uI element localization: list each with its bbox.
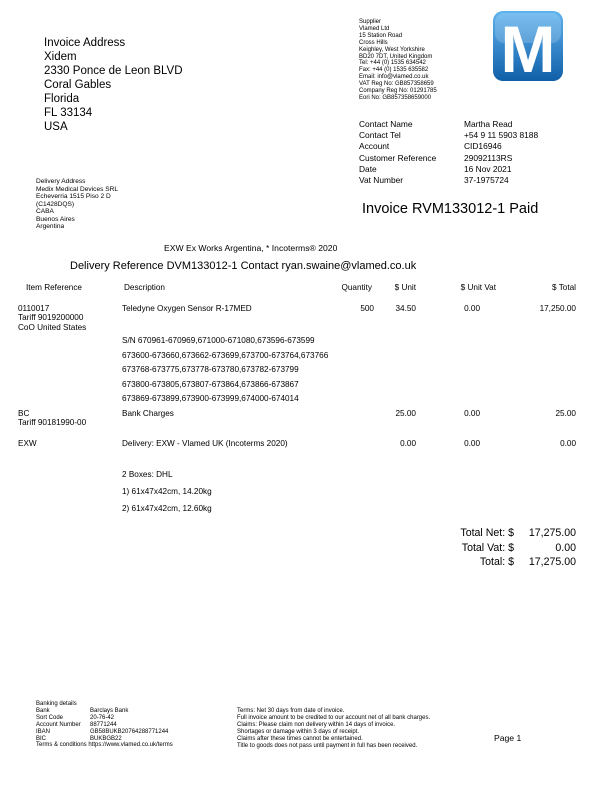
item-unit: 34.50 xyxy=(395,304,416,313)
contact-row xyxy=(359,130,574,141)
supplier-tel: Tel: +44 (0) 1535 634542 xyxy=(359,60,426,67)
delivery-reference: Delivery Reference DVM133012-1 Contact ryan.swaine@vlamed.co.uk xyxy=(70,260,417,272)
total-vat-label: Total Vat: $ xyxy=(461,541,514,554)
contact-value: Martha Read xyxy=(464,119,513,129)
item-code: EXW xyxy=(18,439,37,448)
supplier-email: Email: info@vlamed.co.uk xyxy=(359,74,429,81)
supplier-block xyxy=(359,19,437,102)
total-vat-value: 0.00 xyxy=(555,541,576,554)
terms-line: Terms: Net 30 days from date of invoice. xyxy=(237,708,345,714)
contact-label: Contact Tel xyxy=(359,130,401,141)
delivery-line: CABA xyxy=(36,208,54,215)
contact-value: 29092113RS xyxy=(464,152,513,163)
serial-line: S/N 670961-670969,671000-671080,673596-673599 xyxy=(122,336,315,345)
banking-details xyxy=(36,701,173,749)
supplier-line: 15 Station Road xyxy=(359,32,403,39)
item-tariff: Tariff 90181990-00 xyxy=(18,418,87,428)
item-origin: CoO United States xyxy=(18,322,87,332)
serial-line: 673600-673660,673662-673699,673700-673764,673766 xyxy=(122,350,329,360)
item-unit: 0.00 xyxy=(400,439,416,448)
bank-label: IBAN xyxy=(36,728,51,735)
item-ref-cell xyxy=(18,439,37,448)
contact-block xyxy=(359,119,574,186)
supplier-company-reg: Company Reg No: 01291785 xyxy=(359,88,437,95)
item-unit: 25.00 xyxy=(395,409,416,418)
contact-value: +54 9 11 5903 8188 xyxy=(464,130,539,141)
bank-value: GB58BUKB20764288771244 xyxy=(90,728,169,735)
supplier-line: Keighley, West Yorkshire xyxy=(359,46,425,53)
customer-name: Xidem xyxy=(44,51,77,63)
incoterms: EXW Ex Works Argentina, * Incoterms® 2020 xyxy=(164,243,338,253)
header-item-reference: Item Reference xyxy=(26,283,82,292)
bank-label: Sort Code xyxy=(36,714,64,721)
contact-label: Date xyxy=(359,163,377,174)
supplier-name: Vlamed Ltd xyxy=(359,25,390,32)
terms-line: Full invoice amount to be credited to our account net of all bank charges. xyxy=(237,714,431,721)
serial-line: 673800-673805,673807-673864,673866-673867 xyxy=(122,379,299,389)
item-quantity: 500 xyxy=(360,304,374,313)
invoice-address-title: Invoice Address xyxy=(44,37,126,49)
header-description: Description xyxy=(124,283,165,292)
delivery-country: Argentina xyxy=(36,223,65,230)
invoice-address xyxy=(44,36,183,134)
item-unit-vat: 0.00 xyxy=(464,304,480,313)
item-ref-cell xyxy=(18,409,86,428)
total-net-label: Total Net: $ xyxy=(460,527,514,539)
total-net-value: 17,275.00 xyxy=(528,527,576,539)
address-state: Florida xyxy=(44,93,80,105)
total-label: Total: $ xyxy=(479,556,514,568)
serial-numbers xyxy=(122,334,328,407)
item-description: Delivery: EXW - Vlamed UK (Incoterms 2020) xyxy=(122,439,288,448)
address-city: Coral Gables xyxy=(44,79,112,91)
delivery-line: (C1428DQS) xyxy=(36,200,75,208)
bank-value: Barclays Bank xyxy=(90,707,129,714)
contact-row xyxy=(359,164,574,175)
bank-label: BIC xyxy=(36,735,47,742)
item-code: 0110017 xyxy=(18,304,50,313)
item-total: 25.00 xyxy=(555,409,576,418)
header-quantity: Quantity xyxy=(341,283,372,292)
header-unit-vat: $ Unit Vat xyxy=(460,283,496,292)
contact-value: CID16946 xyxy=(464,141,502,152)
vlamed-logo xyxy=(492,10,564,82)
contact-row xyxy=(359,141,574,152)
terms-line: Title to goods does not pass until payment in full has been received. xyxy=(237,742,418,749)
logo-letter: M xyxy=(500,12,556,82)
item-ref-cell xyxy=(18,304,86,332)
header-total: $ Total xyxy=(552,283,576,292)
serial-line: 673768-673775,673778-673780,673782-673799 xyxy=(122,365,299,375)
supplier-fax: Fax: +44 (0) 1535 635582 xyxy=(359,67,429,74)
page-number: Page 1 xyxy=(494,733,522,743)
supplier-eori: Eori No: GB857358659000 xyxy=(359,94,432,101)
bank-value: 20-76-42 xyxy=(90,714,115,721)
contact-label: Contact Name xyxy=(359,119,413,129)
shipping-boxes xyxy=(122,466,212,517)
terms-conditions-link[interactable]: Terms & conditions https://www.vlamed.co.uk/terms xyxy=(36,742,173,749)
item-tariff: Tariff 9019200000 xyxy=(18,313,84,323)
item-total: 17,250.00 xyxy=(539,304,576,313)
contact-row xyxy=(359,175,574,186)
header-unit: $ Unit xyxy=(394,283,416,292)
terms-line: Claims: Please claim non delivery within 14 days of invoice. xyxy=(237,721,396,728)
address-zip: FL 33134 xyxy=(44,107,93,119)
address-country: USA xyxy=(44,121,68,133)
delivery-address xyxy=(36,178,118,231)
delivery-line: Buenos Aires xyxy=(36,215,75,223)
totals-labels xyxy=(420,526,514,570)
supplier-vat: VAT Reg No: GB857358659 xyxy=(359,81,434,88)
item-total: 0.00 xyxy=(560,439,576,448)
terms-line: Shortages or damage within 3 days of receipt. xyxy=(237,728,360,735)
bank-row xyxy=(36,708,173,715)
boxes-line: 2) 61x47x42cm, 12.60kg xyxy=(122,504,212,513)
address-line: 2330 Ponce de Leon BLVD xyxy=(44,65,183,77)
supplier-line: BD20 7DT, United Kingdom xyxy=(359,53,433,60)
item-unit-vat: 0.00 xyxy=(464,409,480,418)
supplier-title: Supplier xyxy=(359,19,382,25)
item-code: BC xyxy=(18,409,30,418)
bank-row xyxy=(36,715,173,722)
boxes-line: 1) 61x47x42cm, 14.20kg xyxy=(122,487,212,496)
totals-values xyxy=(514,526,576,570)
banking-title: Banking details xyxy=(36,701,77,707)
delivery-line: Echeverria 1515 Piso 2 D xyxy=(36,193,111,200)
item-description: Bank Charges xyxy=(122,409,174,418)
boxes-line: 2 Boxes: DHL xyxy=(122,470,173,479)
contact-value: 37-1975724 xyxy=(464,175,509,186)
contact-label: Account xyxy=(359,141,390,152)
supplier-line: Cross Hills xyxy=(359,39,388,46)
contact-row xyxy=(359,153,574,164)
terms-line: Claims after these times cannot be entertained. xyxy=(237,735,363,742)
bank-value: 88771244 xyxy=(90,721,117,728)
bank-row xyxy=(36,729,173,736)
item-description: Teledyne Oxygen Sensor R-17MED xyxy=(122,304,252,313)
delivery-company: Medix Medical Devices SRL xyxy=(36,185,119,193)
delivery-address-title: Delivery Address xyxy=(36,178,86,185)
bank-value: BUKBGB22 xyxy=(90,735,122,742)
serial-line: 673869-673899,673900-673999,674000-674014 xyxy=(122,394,299,404)
contact-label: Customer Reference xyxy=(359,152,437,163)
bank-label: Bank xyxy=(36,707,50,714)
payment-terms xyxy=(237,708,430,749)
invoice-title: Invoice RVM133012-1 Paid xyxy=(362,201,539,217)
bank-row xyxy=(36,722,173,729)
bank-label: Account Number xyxy=(36,721,81,728)
contact-row xyxy=(359,119,574,130)
contact-value: 16 Nov 2021 xyxy=(464,163,512,174)
item-unit-vat: 0.00 xyxy=(464,439,480,448)
total-value: 17,275.00 xyxy=(528,556,576,568)
contact-label: Vat Number xyxy=(359,175,404,186)
bank-row xyxy=(36,736,173,743)
